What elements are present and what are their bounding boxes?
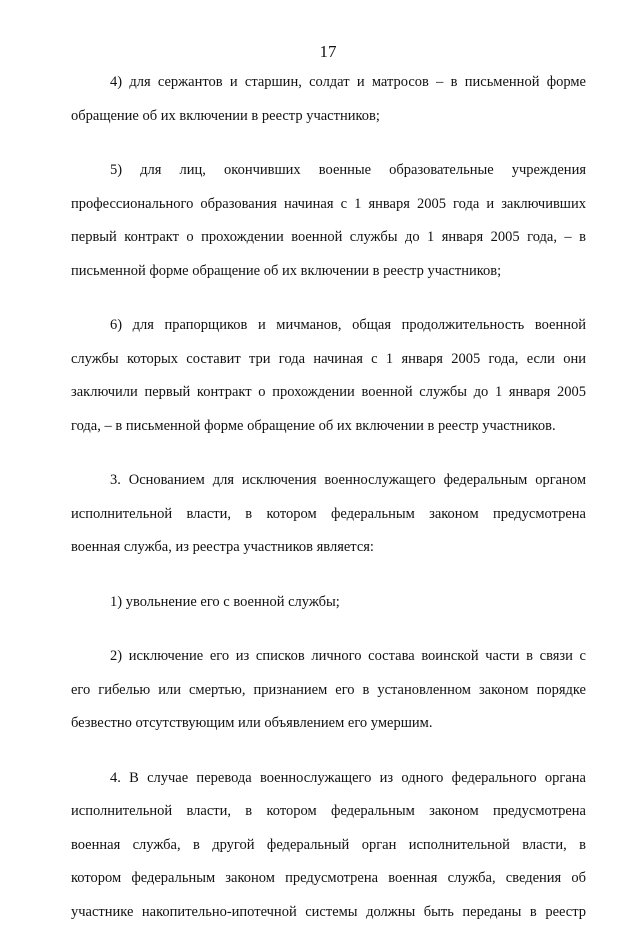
text-line: обращение об их включении в реестр участников; bbox=[71, 100, 586, 134]
text-line: 1) увольнение его с военной службы; bbox=[71, 586, 586, 620]
paragraph-item-1-discharge bbox=[71, 586, 586, 620]
text-line: исполнительной власти, в котором федеральным законом предусмотрена bbox=[71, 795, 586, 829]
paragraph-item-2-exclusion-death bbox=[71, 640, 586, 741]
page-number: 17 bbox=[0, 41, 640, 63]
text-line: участнике накопительно-ипотечной системы должны быть переданы в реестр bbox=[71, 896, 586, 929]
paragraph-item-5-graduates bbox=[71, 154, 586, 288]
text-line: письменной форме обращение об их включении в реестр участников; bbox=[71, 255, 586, 289]
text-line: безвестно отсутствующим или объявлением его умершим. bbox=[71, 707, 586, 741]
paragraph-section-3-exclusion bbox=[71, 464, 586, 565]
text-line: 4) для сержантов и старшин, солдат и матросов – в письменной форме bbox=[71, 66, 586, 100]
text-line: первый контракт о прохождении военной службы до 1 января 2005 года, – в bbox=[71, 221, 586, 255]
text-line: исполнительной власти, в котором федеральным законом предусмотрена bbox=[71, 498, 586, 532]
document-body bbox=[71, 66, 586, 929]
text-line: 4. В случае перевода военнослужащего из одного федерального органа bbox=[71, 762, 586, 796]
text-line: года, – в письменной форме обращение об их включении в реестр участников. bbox=[71, 410, 586, 444]
text-line: 6) для прапорщиков и мичманов, общая продолжительность военной bbox=[71, 309, 586, 343]
text-line: 3. Основанием для исключения военнослужащего федеральным органом bbox=[71, 464, 586, 498]
text-line: котором федеральным законом предусмотрена военная служба, сведения об bbox=[71, 862, 586, 896]
text-line: службы которых составит три года начиная с 1 января 2005 года, если они bbox=[71, 343, 586, 377]
text-line: военная служба, в другой федеральный орган исполнительной власти, в bbox=[71, 829, 586, 863]
paragraph-item-4-sergeants bbox=[71, 66, 586, 133]
paragraph-item-6-warrant-officers bbox=[71, 309, 586, 443]
text-line: 5) для лиц, окончивших военные образовательные учреждения bbox=[71, 154, 586, 188]
paragraph-section-4-transfer bbox=[71, 762, 586, 929]
text-line: заключили первый контракт о прохождении военной службы до 1 января 2005 bbox=[71, 376, 586, 410]
text-line: профессионального образования начиная с 1 января 2005 года и заключивших bbox=[71, 188, 586, 222]
text-line: его гибелью или смертью, признанием его в установленном законом порядке bbox=[71, 674, 586, 708]
text-line: 2) исключение его из списков личного состава воинской части в связи с bbox=[71, 640, 586, 674]
text-line: военная служба, из реестра участников является: bbox=[71, 531, 586, 565]
